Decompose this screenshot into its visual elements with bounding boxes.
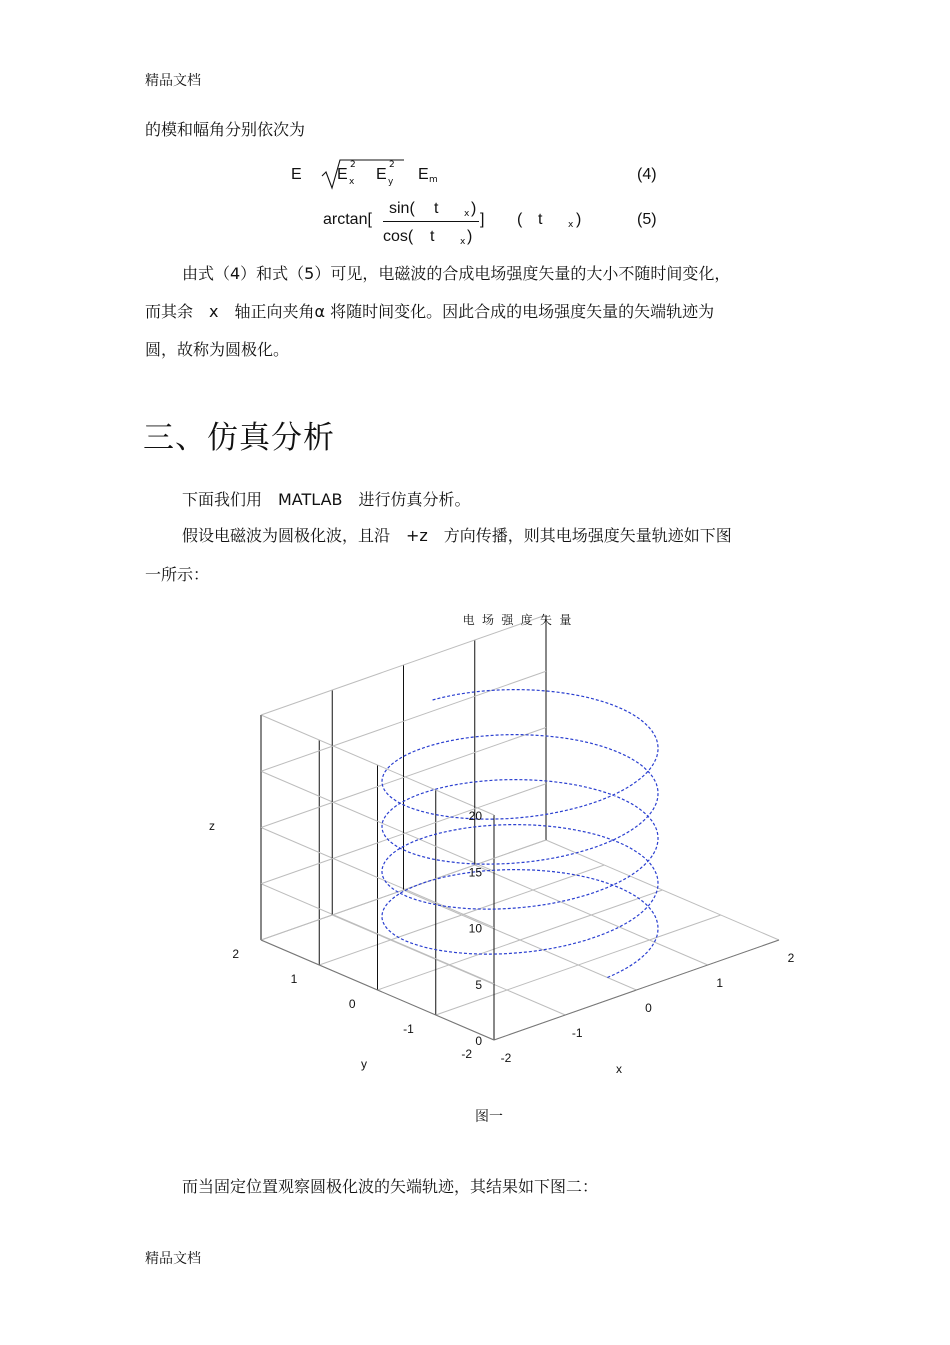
figure-caption: 图一 [475,1109,503,1125]
eq4-lhs: E [291,166,302,183]
helix-3d-chart [200,600,810,1090]
z-axis-label: z [209,819,215,833]
eq5-den-sub: x [460,237,466,247]
eq5-rhs-t: t [538,211,543,228]
section-title: 三、仿真分析 [143,420,335,456]
helix-series-line [382,690,658,978]
para1-line2: 而其余 x 轴正向夹角α 将随时间变化。因此合成的电场强度矢量的矢端轨迹为 [145,302,715,321]
x-tick-label: 2 [787,951,795,965]
para3-line1: 假设电磁波为圆极化波，且沿 +z 方向传播，则其电场强度矢量轨迹如下图 [182,526,732,545]
eq4-number: (4) [637,166,657,183]
helix-curve [382,690,658,978]
y-tick-label: -2 [461,1047,472,1061]
chart-title: 电 场 强 度 矢 量 [462,613,574,627]
page-header: 精品文档 [145,73,201,89]
floor-grid-line [319,865,604,965]
eq5-den-close: ) [467,228,473,245]
eq5-rhs-sub: x [568,220,574,230]
fraction-bar [383,221,479,222]
eq5-num-sub: x [464,209,470,219]
z-tick-label: 10 [468,921,482,936]
eq4-em: E [418,166,429,183]
y-axis-label: y [361,1057,367,1071]
floor-grid-line [378,890,663,990]
eq5-fn: arctan[ [323,211,372,228]
y-tick-label: 0 [348,997,356,1011]
intro-line: 的模和幅角分别依次为 [145,120,306,139]
eq5-bracket-close: ] [480,211,485,228]
x-axis-label: x [616,1062,622,1076]
z-tick-label: 0 [475,1034,482,1048]
page-footer: 精品文档 [145,1251,201,1267]
eq5-num-close: ) [471,200,477,217]
eq5-den-t: t [430,228,435,245]
para4: 而当固定位置观察圆极化波的矢端轨迹，其结果如下图二： [182,1177,599,1196]
z-tick-label: 5 [475,977,482,992]
x-axis-line [494,940,779,1040]
eq4-ey-sup: 2 [389,160,395,170]
eq5-number: (5) [637,211,657,228]
chart-grid [261,615,779,1040]
z-tick-label: 20 [468,809,482,823]
para2: 下面我们用 MATLAB 进行仿真分析。 [182,490,471,509]
para1-line1: 由式（4）和式（5）可见，电磁波的合成电场强度矢量的大小不随时间变化， [182,264,731,283]
y-tick-label: 1 [290,972,298,986]
eq4-ex: E [337,166,348,183]
x-tick-label: -1 [571,1026,583,1040]
eq4-ex-sub: x [349,177,355,187]
eq5-den: cos( [383,228,414,245]
eq5-rhs-open: ( [517,211,523,228]
eq4-ey-sub: y [388,177,394,187]
eq5-rhs-close: ) [576,211,582,228]
eq4-ey: E [376,166,387,183]
chart-labels [209,612,795,1076]
y-tick-label: -1 [403,1022,414,1036]
y-tick-label: 2 [232,947,239,961]
para3-line2: 一所示： [145,565,210,584]
eq4-em-sub: m [429,175,438,185]
x-tick-label: 1 [716,976,724,990]
x-tick-label: 0 [645,1001,652,1015]
z-tick-label: 15 [468,865,482,880]
x-tick-label: -2 [500,1051,512,1065]
eq5-num: sin( [389,200,415,217]
eq5-num-t: t [434,200,439,217]
para1-line3: 圆，故称为圆极化。 [145,340,290,359]
eq4-ex-sup: 2 [350,160,356,170]
